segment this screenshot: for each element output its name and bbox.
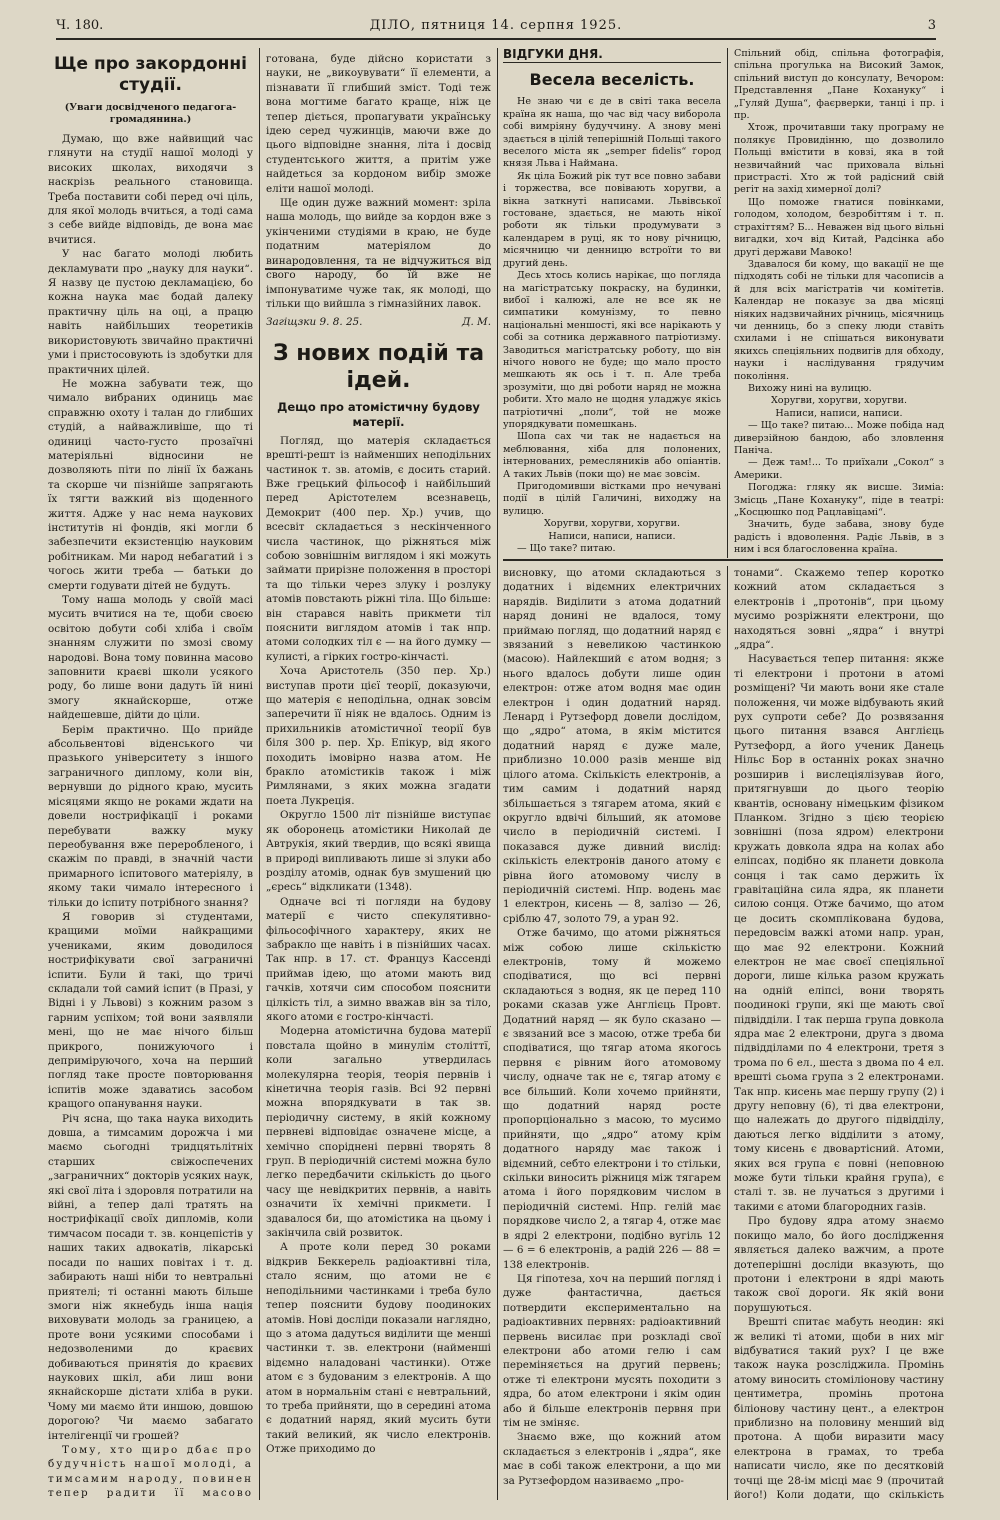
paragraph: Одначе всі ті погляди на будову матерії є чисто спекулятивно-фільософічного характеру, яких не забракло ще навіть і в пізнійших часах. Так нпр. в 17. ст. Француз Кассенді приймав ідею, що атоми мають вид гачків, хотячи сим способом пояснити цілкість тіл, а зимно вважав він за тіло, якого атоми є гостро-кінчасті. — [266, 895, 491, 1023]
masthead: ДІЛО, пятниця 14. серпня 1925. — [369, 18, 623, 33]
paragraph: Що поможе гнатися повінками, голодом, холодом, безробіттям і т. п. страхіттям? Б... Неважен від цього вільні вигадки, хоч від Китай, Радсінка або другі держави Мавоко! — [734, 196, 944, 258]
paragraph: готована, буде дійсно користати з науки, не „викоувувати“ її елементи, а пізнавати її глибший зміст. Тоді теж вона могтиме багато краще, ніж це тепер діється, пропагувати українську ідею серед чужинців, маючи вже до цього відповідне знання, літа і досвід студентського життя, а притім уже найдеться за кордоном вибір зможе еліти нашої молоді. — [266, 53, 491, 195]
paragraph: Як ціла Божий рік тут все повно забави і торжества, все повівають хоругви, а вікна заткнуті написами. Львівської гостоване, здається, не мають нікої роботи як тільки продумувати з календарем в руці, як то нову річницю, місячницю чи денницю встроїти то ви другий день. — [503, 170, 721, 269]
paragraph: Вихожу нині на вулицю. — [748, 382, 872, 394]
atoms-continued-1 — [503, 566, 721, 1500]
paragraph: Пригодомивши вістками про нечувані події в цілій Галичині, виходжу на вулицю. — [503, 481, 721, 517]
article-studies — [48, 48, 253, 1500]
paragraph: Погоджа: гляку як висше. Зиміа: Змісць „Пане Кохануку“, піде в театрі: „Косцюшко под Рацлавіцамі“. — [734, 482, 944, 519]
paragraph: Значить, буде забава, знову буде радість і вдоволення. Радіє Львів, в з ним і вся благословенна країна. — [734, 519, 944, 554]
author-signature: Д. М. — [462, 316, 491, 329]
paragraph: Здавалося би кому, що вакації не ще підходять собі не тільки для часописів а й для всіх магістратів чи комітетів. Календар не показує за два місяці ніяких надзвичайних річниць, місячниць чи денниць, бо з спеку люди ставіть схилами і не спішаться виконувати якихсь спеціяльних подвигів для обходу, науки і наслідування грядучим покоління. — [734, 258, 944, 382]
paragraph: Десь хтось колись нарікає, що погляда на магістратську покраску, на будинки, вибої і калюжі, але не все як не симпатики комунізму, то певно національні меншості, які все нарікають у собі за сотника державного патріотизму. Заводиться магістратську роботу, що він нічого нового не буде; що мало просто мешкають як ось і т. п. Але треба зрозуміти, що дві роботи наряд не можна робити. Хто мало не щодня уладжує якісь патріотичні „поли“, той не може упорядкувати помешкань. — [503, 270, 721, 430]
paragraph: Спільний обід, спільна фотографія, спільна прогулька на Високий Замок, спільний виступ до консулату, Вечором: Представлення „Пане Кохануку“ і „Гуляй Душа“, фаєрверки, танці і пр. і пр. — [734, 48, 944, 122]
refrain-line: Написи, написи, написи. — [548, 530, 676, 542]
paragraph: — Що таке? питаю... Може побіда над диверзійною бандою, або зловлення Паніча. — [734, 420, 944, 456]
paragraph: Хоча Аристотель (350 пер. Хр.) виступав проти цієї теорії, доказуючи, що матерія є неподільна, однак зовсім заперечити її ніяк не вдалось. Одним із прихильників атомістичної теорії був біля 300 р. пер. Хр. Епікур, від якого походить імовірно назва атом. Не бракло атомістиків також і між Римлянами, з яких можна згадати поета Лукреція. — [266, 665, 491, 807]
paragraph: Думаю, що вже найвищий час глянути на студії нашої молоді у високих школах, виходячи з наскрізь реального становища. Треба поставити собі перед очі ціль, для якої молодь вчиться, а тоді сама з себе вийде відповідь, де вона має вчитися. — [48, 133, 253, 246]
paragraph: Тому, хто щиро дбає про будучність нашої молоді, а тимсамим народу, повинен тепер радити її масово — [48, 1443, 253, 1500]
feuilleton-part-2 — [734, 48, 944, 554]
section-rule — [503, 559, 943, 561]
paragraph: Ця гіпотеза, хоч на перший погляд і дуже фантастична, дається потвердити експериментально на радіоактивних первнях: радіоактивний первень висилає при розкладі свої електрони або атоми гелю і сам переміняється на другий первень; отже ті електрони мусять походити з ядра, бо атом електрони і якім один або й більше електронів первня при тім не зміняє. — [503, 1272, 721, 1429]
paragraph: Ще один дуже важний момент: зріла наша молодь, що вийде за кордон вже з укінченими студіями в краю, не буде податним матеріялом до винародовлення, та не відчужиться від свого народу, бо їй вже не імпонуватиме чуже так, як молоді, що тільки що вийшла з гімназійних лавок. — [266, 197, 491, 310]
paragraph: Шопа сах чи так не надається на меблювання, хіба для полонених, інтернованих, ремесляників або опіантів. А таких Львів (поки що) не має зовсім. — [503, 431, 721, 480]
paragraph: Знаємо вже, що кожний атом складається з електронів і „ядра“, яке має в собі також електрони, а що ми за Рутзефордом називаємо „про- — [503, 1431, 721, 1487]
paragraph: У нас багато молоді любить декламувати про „науку для науки“. Я назву це пустою декламацією, бо кожна наука має бодай далеку практичну ціль на оці, а працю навіть найбільших теоретиків використовують звичайно практичні уми і пристосовують із здобутки для практичних цілей. — [48, 248, 253, 376]
paragraph: Отже бачимо, що атоми ріжняться між собою лише скількістю електронів, тому й можемо сподіватися, що всі первні складаються з водня, як це перед 110 роками сказав уже Англієць Провт. Додатний наряд — як було сказано — є звязаний все з масою, отже треба би сподіватися, що тягар атома якогось первня є рівним його атомовому числу, одначе так не є, тягар атому є все більший. Коли хочемо прийняти, що додатний наряд росте пропорціонально з масою, то мусимо прийняти, що „ядро“ атому крім додатного наряду має також і відємний, себто електрони і то стільки, скільки виносить ріжниця між тягарем атома і його порядковим числом в періодичній системі. Нпр. гелій має порядкове число 2, а тягар 4, отже має в ядрі 2 електрони, подібно вугіль 12 — 6 = 6 електронів, а радій 226 — 88 = 138 електронів. — [503, 927, 721, 1271]
paragraph: Округло 1500 літ пізнійше виступає як оборонець атомістики Николай де Автрукія, який твердив, що всякі явища в природі випливають лише зі злуки або розділу атомів, однак був змушений цю „єресь“ відкликати (1348). — [266, 809, 491, 894]
paragraph: Не можна забувати теж, що чимало вибраних одиниць має справжню охоту і талан до глибших студій, а найважливіше, що ті одиниці часто-густо прозаїчні матеріяльні відносини не дозволяють піти по лінії їх бажань та скорше чи пізнійше запрягають їх тягти важкий віз щоденного життя. Адже у нас нема наукових інститутів ні фондів, які могли б забезпечити екзистенцію науковим робітникам. Ми народ небагатий і з чогось жити треба — батьки до смерти годувати дітей не будуть. — [48, 377, 253, 592]
atoms-continued-2 — [734, 566, 944, 1500]
page-number: 3 — [927, 18, 936, 33]
paragraph: Я говорив зі студентами, кращими моїми найкращими учениками, яким доводилося нострифікувати свої заграничні іспити. Були й такі, що тричі складали той самий іспит (в Празі, у Відні і у Львові) з кожним разом з гарним успіхом; той вони заявляли мені, що не має нічого більш прикрого, понижуючого і деприміруючого, хоча на перший погляд таке просте повторювання іспитів може здаватись засобом кращого опанування науки. — [48, 910, 253, 1111]
paragraph: Модерна атомістична будова матерії повстала щойно в минулім століттї, коли загально утвердилась молекулярна теорія, теорія первнів і кінетична теорія газів. Всі 92 первні можна впорядкувати в так зв. періодичну систему, в якій кожному первневі відповідає означене місце, а хемічно споріднені первні творять 8 груп. В періодичній системі можна було легко передбачити скількість до цього часу ще невідкритих первнів, а навіть означити їх хемічні прикмети. І здавалося би, що атомістика на цьому і закінчила свій розвиток. — [266, 1025, 491, 1240]
refrain-line: Написи, написи, написи. — [775, 407, 903, 419]
column-rule — [497, 48, 498, 1500]
paragraph: — Деж там!... То приїхали „Сокол“ з Америки. — [734, 457, 944, 481]
paragraph: Тому наша молодь у своїй масі мусить вчитися на те, щоби своєю освітою добути собі хліба і своїм знанням служити по змозі свому народові. Вона тому повинна масово заповнити краєві школи усякого роду, бо лише вони дадуть їй нині змогу якнайскорше, отже найдешевше, дійти до ціли. — [48, 594, 253, 722]
paragraph: Річ ясна, що така наука виходить довша, а тимсамим дорожча і ми маємо сьогодні тридцятьлітніх старших свіжоспечених „заграничних“ докторів усяких наук, які свої літа і здоровля потратили на війні, а тепер далі тратять на нострифікації своїх дипломів, коли тимчасом посади т. зв. концепістів у наших таких адвокатів, лікарські посади по наших повітах і т. д. забирають наші ніби то невтральні приятелі; ті останні мають більше змоги ніж якнебудь інша нація виховувати молодь за границею, а проте вони усякими способами і недозволеними до краєвих добиваються принятія до краєвих наукових шкіл, аби лиш вони якнайскорше дістати хліба в руки. Чому ми маємо йти иншою, довшою дорогою? Чи маємо забагато інтелігенції чи грошей? — [48, 1112, 253, 1442]
paragraph: Не знаю чи є де в світі така весела країна як наша, що час від часу виборола собі вимріяну будуччину. А знову мені здається в цілій теперішній Польщі такого веселого міста як „semper fidelis“ город князя Льва і Наймана. — [503, 96, 721, 170]
paragraph: Врешті спитає мабуть неодин: які ж великі ті атоми, щоби в них міг відбуватися такий рух? І це вже також наука розсліджила. Промінь атому виносить стоміліонову частину центиметра, промінь протона біліонову частину цент., а електрон приблизно на половину менший від протона. А щоби виразити масу електрона в грамах, то треба написати число, яке по десятковій точці ще 28-ім місці має 9 (прочитай його!) Коли додати, що скількість — [734, 1316, 944, 1500]
feuilleton-title: Весела веселість. — [529, 70, 695, 90]
article-title: Ще про закордонні студії. — [54, 54, 247, 95]
paragraph: Про будову ядра атому знаємо покищо мало, бо його дослідження являється далеко важчим, а проте дотеперішні досліди вказують, що протони і електрони в ядрі мають також свої дороги. Як якій вони порушуються. — [734, 1215, 944, 1314]
article-continued-and-atoms — [266, 52, 491, 1500]
feuilleton-part-1 — [503, 48, 721, 554]
paragraph: Насувається тепер питання: якже ті електрони і протони в атомі розміщені? Чи мають вони яке стале положення, чи може відбувають який рух супроти себе? До розвязання цього питання взався Англієць Рутзефорд, а його ученик Данець Нільс Бор в останніх роках значно розширив і вислеціялізував його, притягнувши до цього теорію квантів, основану німецьким фізиком Планком. Згідно з цією теорією зовнішні (поза ядром) електрони кружать довкола ядра на колах або еліпсах, подібно як планети довкола сонця і так само держить їх гравітаційна сила ядра, як планети силою сонця. Отже бачимо, що атом це досить скомплікована будова, передовсім важкі атоми напр. уран, що має 92 електрони. Кожний електрон не має своєї спеціяльної дороги, лише кілька разом кружать на одній еліпсі, вони творять поодинокі групи, які ще мають свої підвідділи. І так перша група довкола ядра має 2 електрони, друга з двома підвідділами по 4 електрони, третя з трома по 6 ел., шеста з двома по 4 ел. врешті сьома група з 2 електронами. Так нпр. кисень має першу групу (2) і другу неповну (6), ті два електрони, що належать до другого підвідділу, даються легко відділити з атому, тому кисень є двовартісний. Атоми, яких вся група є повні (неповною може бути тільки крайня група), є сталі т. зв. не лучаться з другими і такими є атоми благородних газів. — [734, 653, 944, 1213]
paragraph: висновку, що атоми складаються з додатних і відємних електричних нарядів. Виділити з атома додатний наряд донині не вдалося, тому приймаю погляд, що додатний наряд є звязаний з невеликою частинкою (масою). Найлекший є атом водня; з нього вдалось добути лише один електрон: отже атом водня має один електрон і один додатний наряд. Ленард і Рутзефорд довели дослідом, що „ядро“ атома, в якім містится додатний наряд є дуже мале, приблизно 10.000 разів менше від цілого атома. Скількість електронів, а тим самим і додатний наряд збільшається з тягарем атома, який є округло вдвічі більший, як атомове число в періодичній системі. І показався дуже дивний вислід: скількість електронів даного атому є рівна його атомовому числу в періодичній системі. Нпр. водень має 1 електрон, кисень — 8, залізо — 26, сріблю 47, золото 79, а уран 92. — [503, 567, 721, 925]
column-rule — [727, 566, 728, 1500]
refrain-line: Хоругви, хоругви, хоругви. — [543, 518, 681, 530]
paragraph: Хтож, прочитавши таку програму не полякує Провидінню, що дозволило Польщі вмістити в ковзі, яка в той незвичайний час приховала вільні пристрасті. Хто ж той радісний свій регіт на захід химерної долі? — [734, 122, 944, 196]
paragraph: — Що таке? питаю. — [517, 543, 616, 554]
paragraph: Берім практично. Що прийде абсольвентові віденського чи празького університету з іншого заграничного диплому, коли він, вернувши до рідного краю, мусить місяцями якщо не роками ждати на довели нострифікації і роками перебувати важку муку переобування вже переробленого, і скажім по правді, в значній части примарного іспитового матеріялу, в якому таки чимало інтересного і тільки до іспиту потрібного знання? — [48, 723, 253, 909]
place-date: Загіщзки 9. 8. 25. — [266, 316, 363, 329]
column-rule — [727, 48, 728, 558]
column-rule — [259, 48, 260, 1500]
issue-number: Ч. 180. — [56, 18, 104, 33]
article-subtitle: (Уваги досвідченого педагога-громадянина.) — [64, 102, 237, 125]
page-header — [56, 14, 936, 40]
refrain-line: Хоругви, хоругви, хоругви. — [770, 395, 908, 407]
article-title: Дещо про атомістичну будову матерії. — [277, 399, 480, 429]
section-title: З нових подій та ідей. — [272, 340, 485, 393]
rubric-label: ВІДГУКИ ДНЯ. — [503, 48, 721, 63]
paragraph: тонами“. Скажемо тепер коротко кожний атом складається з електронів і „протонів“, при цьому мусимо розріжняти електрони, що находяться зовні „ядра“ і внутрі „ядра“. — [734, 567, 944, 652]
paragraph: Погляд, що матерія складається врешті-решт із найменших неподільних частинок т. зв. атомів, є досить старий. Вже грецький фільософ і найбільший перед Арістотелем всезнавець, Демокрит (400 пер. Хр.) учив, що всесвіт складається з нескінченного числа частинок, що ріжняться між собою зовнішнім виглядом і які можуть займати прирізне положення в просторі та що тільки через злуку і розлуку атомів повстають ріжні тіла. Що більше: він старався навіть прикмети тіл пояснити виглядом атомів і так нпр. атоми солодких тіл є — на його думку — кулисті, а гірких гостро-кінчасті. — [266, 434, 491, 663]
paragraph: А проте коли перед 30 роками відкрив Беккерель радіоактивні тіла, стало ясним, що атоми не є неподільними частинками і треба було тепер пояснити будову поодиноких атомів. Нові досліди показали наглядно, що з атома дадуться виділити ще менші частинки т. зв. електрони (найменші відємно наладовані частинки). Отже атом є з будованим з електронів. А що атом в нормальнім стані є невтральний, то треба прийняти, що в середині атома є додатний наряд, який мусить бути такий великий, як число електронів. Отже приходимо до — [266, 1241, 491, 1456]
